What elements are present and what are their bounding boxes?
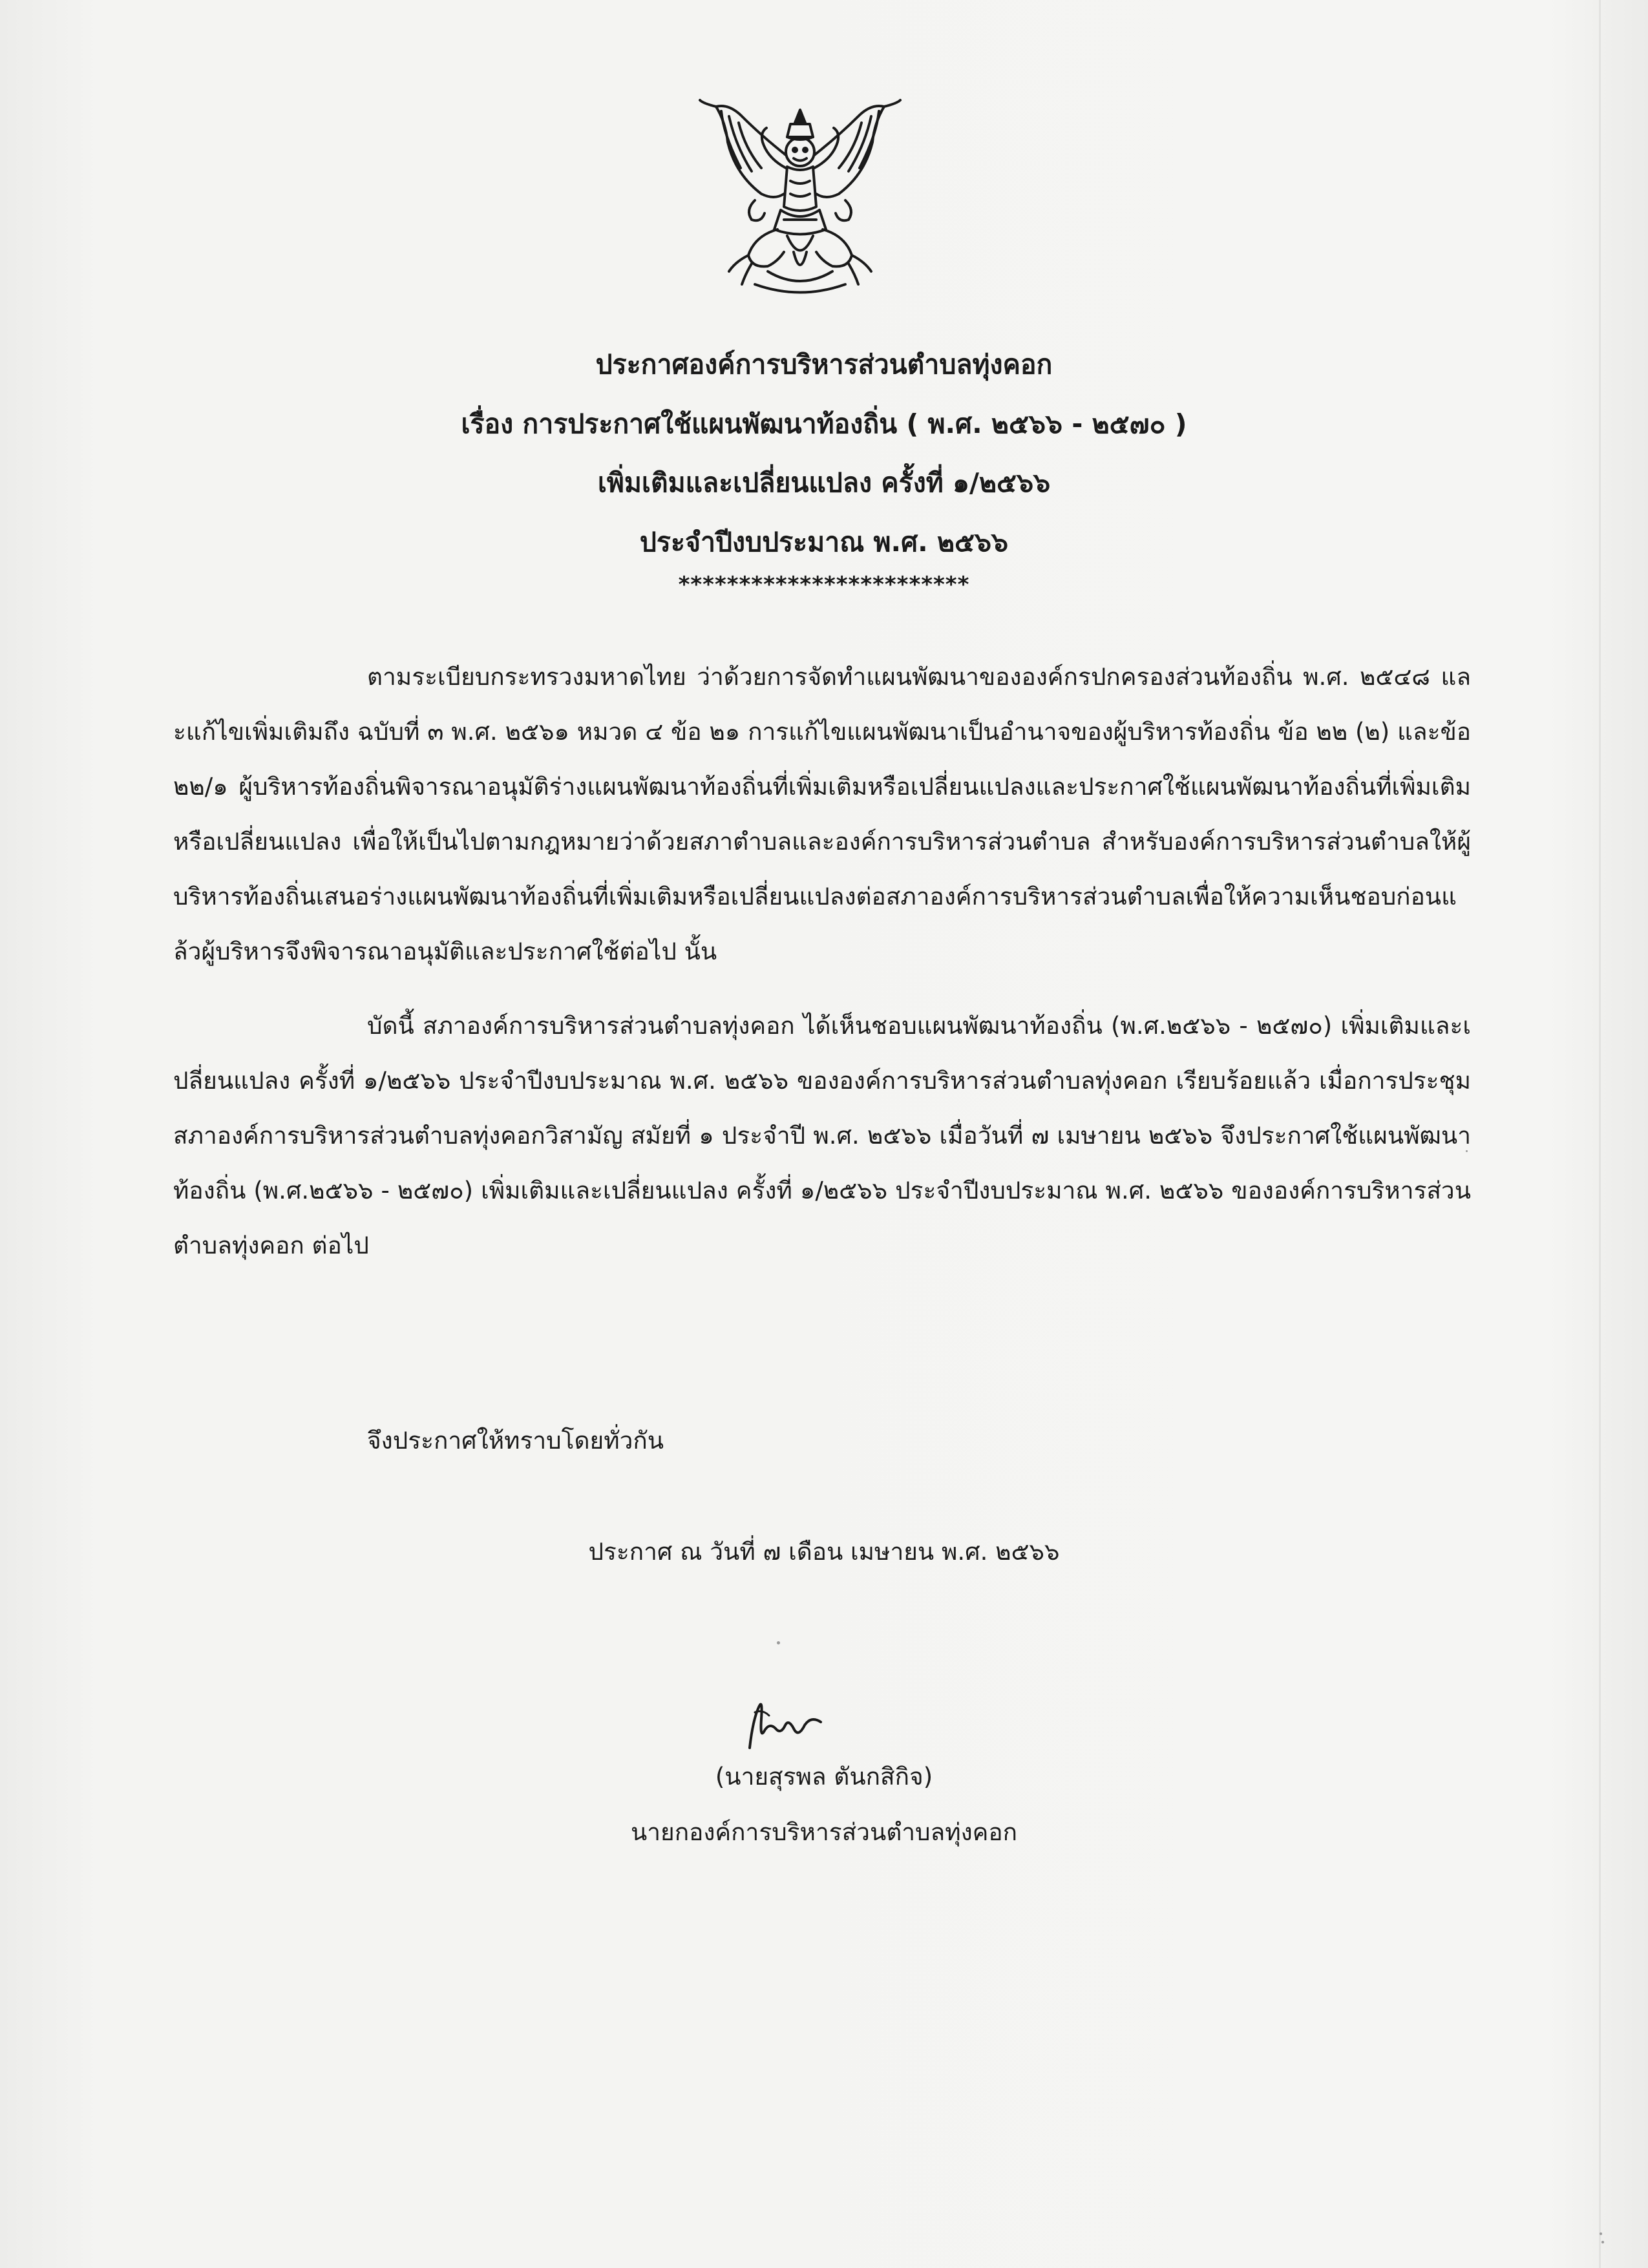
title-line-1: ประกาศองค์การบริหารส่วนตำบลทุ่งคอก xyxy=(595,349,1053,380)
title-line-4: ประจำปีงบประมาณ พ.ศ. ๒๕๖๖ xyxy=(639,527,1009,558)
title-line-3: เพิ่มเติมและเปลี่ยนแปลง ครั้งที่ ๑/๒๕๖๖ xyxy=(597,467,1051,498)
scan-edge-line xyxy=(1599,0,1601,2268)
title-block xyxy=(194,346,1454,559)
garuda-emblem-icon xyxy=(690,97,910,304)
scan-speck xyxy=(1601,2241,1604,2243)
scan-speck xyxy=(1600,2232,1602,2235)
title-separator: ************************ xyxy=(678,572,970,598)
date-line: ประกาศ ณ วันที่ ๗ เดือน เมษายน พ.ศ. ๒๕๖๖ xyxy=(588,1538,1060,1566)
scan-speck xyxy=(777,1641,780,1644)
announce-line: จึงประกาศให้ทราบโดยทั่วกัน xyxy=(367,1427,664,1454)
paragraph-1: ตามระเบียบกระทรวงมหาดไทย ว่าด้วยการจัดทำแผนพัฒนาขององค์กรปกครองส่วนท้องถิ่น พ.ศ. ๒๕๔๘ และแก้ไขเพิ่มเติมถึง ฉบับที่ ๓ พ.ศ. ๒๕๖๑ หมวด ๔ ข้อ ๒๑ การแก้ไขแผนพัฒนาเป็นอำนาจของผู้บริหารท้องถิ่น ข้อ ๒๒ (๒) และข้อ ๒๒/๑ ผู้บริหารท้องถิ่นพิจารณาอนุมัติร่างแผนพัฒนาท้องถิ่นที่เพิ่มเติมหรือเปลี่ยนแปลงและประกาศใช้แผนพัฒนาท้องถิ่นที่เพิ่มเติมหรือเปลี่ยนแปลง เพื่อให้เป็นไปตามกฎหมายว่าด้วยสภาตำบลและองค์การบริหารส่วนตำบล สำหรับองค์การบริหารส่วนตำบลให้ผู้บริหารท้องถิ่นเสนอร่างแผนพัฒนาท้องถิ่นที่เพิ่มเติมหรือเปลี่ยนแปลงต่อสภาองค์การบริหารส่วนตำบลเพื่อให้ความเห็นชอบก่อนแล้วผู้บริหารจึงพิจารณาอนุมัติและประกาศใช้ต่อไป นั้น xyxy=(173,663,1471,965)
signatory-position: นายกองค์การบริหารส่วนตำบลทุ่งคอก xyxy=(630,1818,1018,1846)
paragraph-2: บัดนี้ สภาองค์การบริหารส่วนตำบลทุ่งคอก ได้เห็นชอบแผนพัฒนาท้องถิ่น (พ.ศ.๒๕๖๖ - ๒๕๗๐) เพิ่มเติมและเปลี่ยนแปลง ครั้งที่ ๑/๒๕๖๖ ประจำปีงบประมาณ พ.ศ. ๒๕๖๖ ขององค์การบริหารส่วนตำบลทุ่งคอก เรียบร้อยแล้ว เมื่อการประชุมสภาองค์การบริหารส่วนตำบลทุ่งคอกวิสามัญ สมัยที่ ๑ ประจำปี พ.ศ. ๒๕๖๖ เมื่อวันที่ ๗ เมษายน ๒๕๖๖ จึงประกาศใช้แผนพัฒนาท้องถิ่น (พ.ศ.๒๕๖๖ - ๒๕๗๐) เพิ่มเติมและเปลี่ยนแปลง ครั้งที่ ๑/๒๕๖๖ ประจำปีงบประมาณ พ.ศ. ๒๕๖๖ ขององค์การบริหารส่วนตำบลทุ่งคอก ต่อไป xyxy=(173,1012,1471,1259)
title-line-2: เรื่อง การประกาศใช้แผนพัฒนาท้องถิ่น ( พ.ศ. ๒๕๖๖ - ๒๕๗๐ ) xyxy=(461,408,1187,439)
body-text xyxy=(173,649,1471,1273)
signature-mark xyxy=(724,1693,853,1758)
signatory-name: (นายสุรพล ตันกสิกิจ) xyxy=(715,1763,933,1790)
